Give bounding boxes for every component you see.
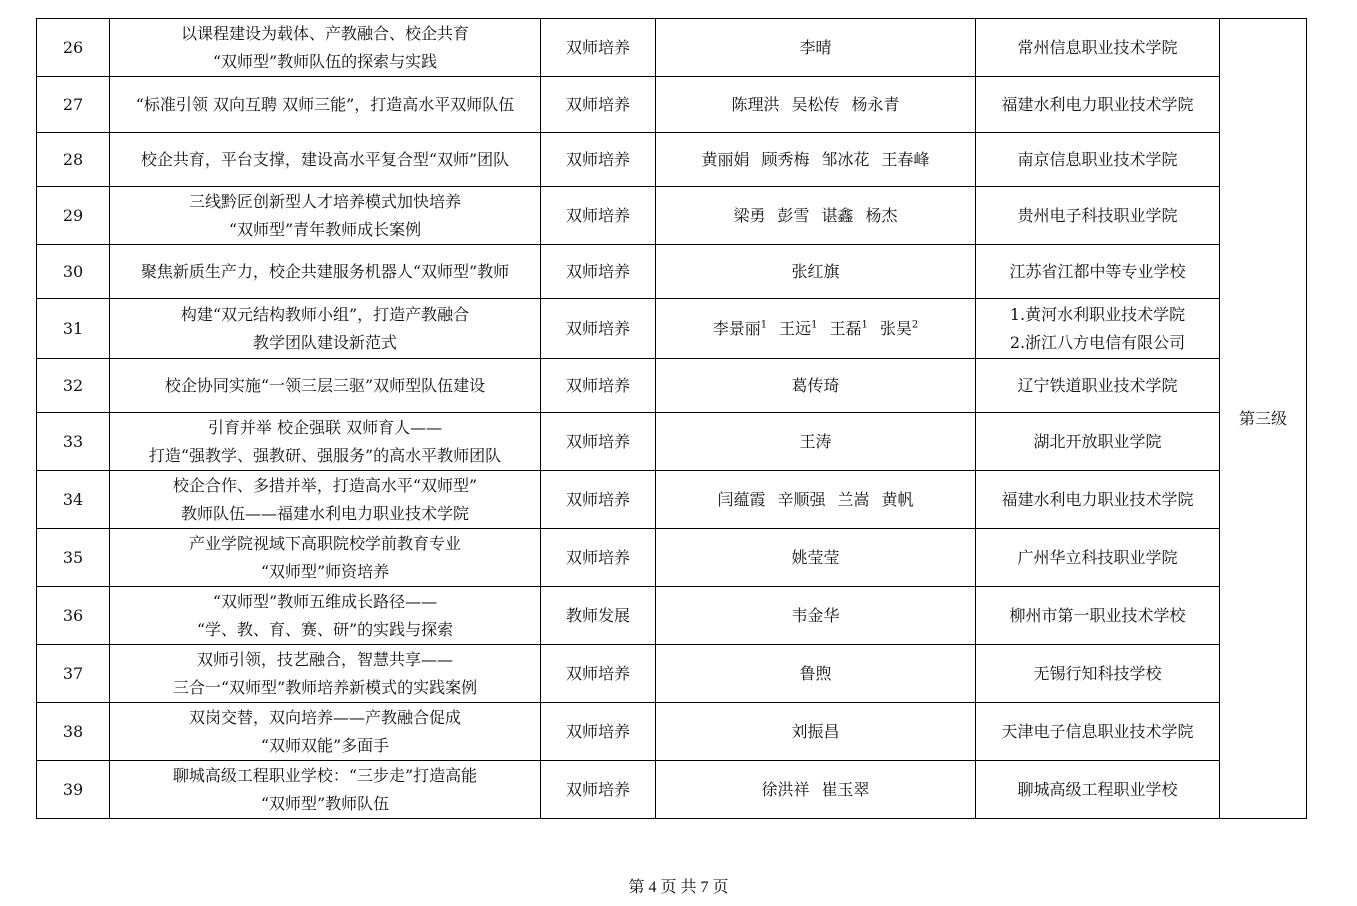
case-category: 双师培养 xyxy=(541,413,656,471)
author-name xyxy=(777,490,825,509)
institution-line: 江苏省江都中等专业学校 xyxy=(1009,261,1186,281)
case-title xyxy=(110,761,541,819)
author-name-text: 兰嵩 xyxy=(837,489,870,509)
author-name xyxy=(799,432,831,451)
author-name-text: 崔玉翠 xyxy=(821,779,870,799)
case-title-line: “双师型”教师五维成长路径—— xyxy=(212,591,438,611)
table-row xyxy=(37,703,1307,761)
author-affiliation-mark: 2 xyxy=(911,319,919,331)
author-name xyxy=(822,780,870,799)
author-name-text: 韦金华 xyxy=(791,605,840,625)
author-name-text: 吴松传 xyxy=(791,94,840,114)
table-row xyxy=(37,413,1307,471)
institution-line: 辽宁铁道职业技术学院 xyxy=(1017,375,1178,395)
case-title-line: 双岗交替，双向培养——产教融合促成 xyxy=(188,707,461,727)
author-name-text: 张红旗 xyxy=(791,261,840,281)
case-authors xyxy=(656,703,976,761)
author-name xyxy=(830,319,868,338)
author-affiliation-mark: 1 xyxy=(811,319,818,331)
case-title-line: 教学团队建设新范式 xyxy=(252,332,397,352)
author-name-text: 辛顺强 xyxy=(777,489,826,509)
case-authors xyxy=(656,299,976,359)
case-authors xyxy=(656,529,976,587)
table-row xyxy=(37,133,1307,187)
table-row xyxy=(37,77,1307,133)
author-name xyxy=(799,38,831,57)
row-number: 27 xyxy=(37,77,110,133)
author-name-text: 梁勇 xyxy=(733,205,766,225)
author-name-text: 杨永青 xyxy=(851,94,900,114)
author-name xyxy=(882,150,930,169)
case-category: 双师培养 xyxy=(541,187,656,245)
author-name xyxy=(761,780,809,799)
table-row xyxy=(37,299,1307,359)
case-title-line: “双师型”教师队伍 xyxy=(260,793,390,813)
author-name xyxy=(777,206,809,225)
row-number: 28 xyxy=(37,133,110,187)
author-name-text: 王涛 xyxy=(799,431,832,451)
case-institution xyxy=(976,133,1220,187)
case-title xyxy=(110,587,541,645)
author-name-text: 闫蕴霞 xyxy=(717,489,766,509)
case-category: 双师培养 xyxy=(541,299,656,359)
case-institution xyxy=(976,187,1220,245)
author-name xyxy=(731,95,779,114)
case-category: 双师培养 xyxy=(541,19,656,77)
case-authors xyxy=(656,19,976,77)
author-name xyxy=(791,606,839,625)
case-title xyxy=(110,133,541,187)
case-institution xyxy=(976,299,1220,359)
table-row xyxy=(37,245,1307,299)
row-number: 26 xyxy=(37,19,110,77)
case-institution xyxy=(976,471,1220,529)
case-title-line: 三合一“双师型”教师培养新模式的实践案例 xyxy=(172,677,478,697)
case-category: 双师培养 xyxy=(541,761,656,819)
institution-line: 湖北开放职业学院 xyxy=(1033,431,1162,451)
author-affiliation-mark: 1 xyxy=(861,319,868,331)
case-institution xyxy=(976,359,1220,413)
row-number: 32 xyxy=(37,359,110,413)
institution-line: 1.黄河水利职业技术学院 xyxy=(1009,304,1186,324)
author-name xyxy=(779,319,817,338)
case-title-line: 产业学院视域下高职院校学前教育专业 xyxy=(188,533,461,553)
case-title-line: “双师型”师资培养 xyxy=(260,561,390,581)
institution-line: 福建水利电力职业技术学院 xyxy=(1001,489,1194,509)
author-name-text: 谌鑫 xyxy=(821,205,854,225)
case-title-line: 校企协同实施“一领三层三驱”双师型队伍建设 xyxy=(164,375,486,395)
institution-line: 广州华立科技职业学院 xyxy=(1017,547,1178,567)
table-body xyxy=(37,19,1307,819)
case-category: 双师培养 xyxy=(541,471,656,529)
case-title-line: 校企共育，平台支撑，建设高水平复合型“双师”团队 xyxy=(140,149,510,169)
author-name xyxy=(882,490,914,509)
case-authors xyxy=(656,761,976,819)
case-institution xyxy=(976,761,1220,819)
case-title xyxy=(110,245,541,299)
author-name-text: 黄丽娟 xyxy=(701,149,750,169)
author-name-text: 王磊 xyxy=(829,318,862,338)
row-number: 36 xyxy=(37,587,110,645)
author-name-text: 徐洪祥 xyxy=(761,779,810,799)
author-name-text: 彭雪 xyxy=(777,205,810,225)
author-name-text: 陈理洪 xyxy=(731,94,780,114)
case-title xyxy=(110,413,541,471)
case-authors xyxy=(656,187,976,245)
author-name xyxy=(791,548,839,567)
author-name xyxy=(880,319,918,338)
author-name-text: 黄帆 xyxy=(881,489,914,509)
table-row xyxy=(37,761,1307,819)
case-category: 教师发展 xyxy=(541,587,656,645)
case-title xyxy=(110,645,541,703)
author-name-text: 邹冰花 xyxy=(821,149,870,169)
case-title xyxy=(110,529,541,587)
author-name-text: 王远 xyxy=(779,318,812,338)
author-name xyxy=(822,150,870,169)
author-name-text: 李晴 xyxy=(799,37,832,57)
author-name xyxy=(733,206,765,225)
author-name-text: 杨杰 xyxy=(865,205,898,225)
author-name-text: 刘振昌 xyxy=(791,721,840,741)
case-institution xyxy=(976,587,1220,645)
author-name xyxy=(822,206,854,225)
case-title xyxy=(110,19,541,77)
case-title xyxy=(110,703,541,761)
case-institution xyxy=(976,19,1220,77)
institution-line: 天津电子信息职业技术学院 xyxy=(1001,721,1194,741)
row-number: 37 xyxy=(37,645,110,703)
case-authors xyxy=(656,133,976,187)
award-level: 第三级 xyxy=(1220,19,1307,819)
row-number: 38 xyxy=(37,703,110,761)
author-name-text: 姚莹莹 xyxy=(791,547,840,567)
case-authors xyxy=(656,245,976,299)
table-row xyxy=(37,19,1307,77)
case-title-line: 聊城高级工程职业学校：“三步走”打造高能 xyxy=(172,765,478,785)
author-name xyxy=(866,206,898,225)
case-title-line: 聚焦新质生产力，校企共建服务机器人“双师型”教师 xyxy=(140,261,510,281)
row-number: 33 xyxy=(37,413,110,471)
row-number: 29 xyxy=(37,187,110,245)
institution-line: 贵州电子科技职业学院 xyxy=(1017,205,1178,225)
institution-line: 聊城高级工程职业学校 xyxy=(1017,779,1178,799)
case-institution xyxy=(976,413,1220,471)
institution-line: 无锡行知科技学校 xyxy=(1033,663,1162,683)
author-name xyxy=(791,262,839,281)
author-name xyxy=(791,722,839,741)
case-title xyxy=(110,471,541,529)
case-title-line: “双师型”教师队伍的探索与实践 xyxy=(212,51,438,71)
institution-line: 常州信息职业技术学院 xyxy=(1017,37,1178,57)
table-row xyxy=(37,587,1307,645)
institution-line: 福建水利电力职业技术学院 xyxy=(1001,94,1194,114)
author-name xyxy=(761,150,809,169)
row-number: 39 xyxy=(37,761,110,819)
case-title-line: “双师双能”多面手 xyxy=(260,735,390,755)
table-row xyxy=(37,645,1307,703)
case-authors xyxy=(656,413,976,471)
case-title xyxy=(110,77,541,133)
case-category: 双师培养 xyxy=(541,645,656,703)
case-title xyxy=(110,359,541,413)
case-authors xyxy=(656,471,976,529)
case-title-line: “双师型”青年教师成长案例 xyxy=(228,219,422,239)
author-affiliation-mark: 1 xyxy=(760,319,768,331)
author-name xyxy=(791,376,839,395)
author-name xyxy=(799,664,831,683)
author-name xyxy=(852,95,900,114)
case-institution xyxy=(976,245,1220,299)
author-name xyxy=(717,490,765,509)
case-category: 双师培养 xyxy=(541,245,656,299)
case-title-line: 构建“双元结构教师小组”，打造产教融合 xyxy=(180,304,470,324)
table-row xyxy=(37,359,1307,413)
case-title-line: 校企合作、多措并举，打造高水平“双师型” xyxy=(172,475,478,495)
case-title-line: 双师引领，技艺融合，智慧共享—— xyxy=(196,649,453,669)
institution-line: 柳州市第一职业技术学校 xyxy=(1009,605,1186,625)
table-row xyxy=(37,187,1307,245)
case-authors xyxy=(656,77,976,133)
author-name-text: 顾秀梅 xyxy=(761,149,810,169)
case-title-line: 打造“强教学、强教研、强服务”的高水平教师团队 xyxy=(148,445,502,465)
author-name-text: 李景丽 xyxy=(712,318,761,338)
author-name-text: 葛传琦 xyxy=(791,375,840,395)
case-title-line: 引育并举 校企强联 双师育人—— xyxy=(207,417,443,437)
case-institution xyxy=(976,645,1220,703)
case-category: 双师培养 xyxy=(541,359,656,413)
row-number: 31 xyxy=(37,299,110,359)
case-category: 双师培养 xyxy=(541,77,656,133)
case-title-line: 三线黔匠创新型人才培养模式加快培养 xyxy=(188,191,461,211)
case-institution xyxy=(976,529,1220,587)
author-name-text: 鲁煦 xyxy=(799,663,832,683)
case-title-line: “学、教、育、赛、研”的实践与探索 xyxy=(196,619,454,639)
case-title-line: 教师队伍——福建水利电力职业技术学院 xyxy=(180,503,469,523)
awards-table xyxy=(36,18,1307,819)
case-authors xyxy=(656,587,976,645)
author-name xyxy=(713,319,767,338)
author-name xyxy=(701,150,749,169)
row-number: 34 xyxy=(37,471,110,529)
case-title xyxy=(110,299,541,359)
page-footer: 第 4 页 共 7 页 xyxy=(628,879,729,896)
case-institution xyxy=(976,703,1220,761)
table-row xyxy=(37,471,1307,529)
case-category: 双师培养 xyxy=(541,703,656,761)
case-authors xyxy=(656,645,976,703)
case-category: 双师培养 xyxy=(541,529,656,587)
case-title-line: 以课程建设为载体、产教融合、校企共育 xyxy=(180,23,469,43)
author-name-text: 王春峰 xyxy=(881,149,930,169)
author-name xyxy=(791,95,839,114)
case-category: 双师培养 xyxy=(541,133,656,187)
case-title xyxy=(110,187,541,245)
case-authors xyxy=(656,359,976,413)
row-number: 35 xyxy=(37,529,110,587)
case-title-line: “标准引领 双向互聘 双师三能”，打造高水平双师队伍 xyxy=(135,94,515,114)
table-row xyxy=(37,529,1307,587)
case-institution xyxy=(976,77,1220,133)
author-name-text: 张昊 xyxy=(879,318,912,338)
institution-line: 南京信息职业技术学院 xyxy=(1017,149,1178,169)
author-name xyxy=(838,490,870,509)
institution-line: 2.浙江八方电信有限公司 xyxy=(1009,332,1186,352)
row-number: 30 xyxy=(37,245,110,299)
